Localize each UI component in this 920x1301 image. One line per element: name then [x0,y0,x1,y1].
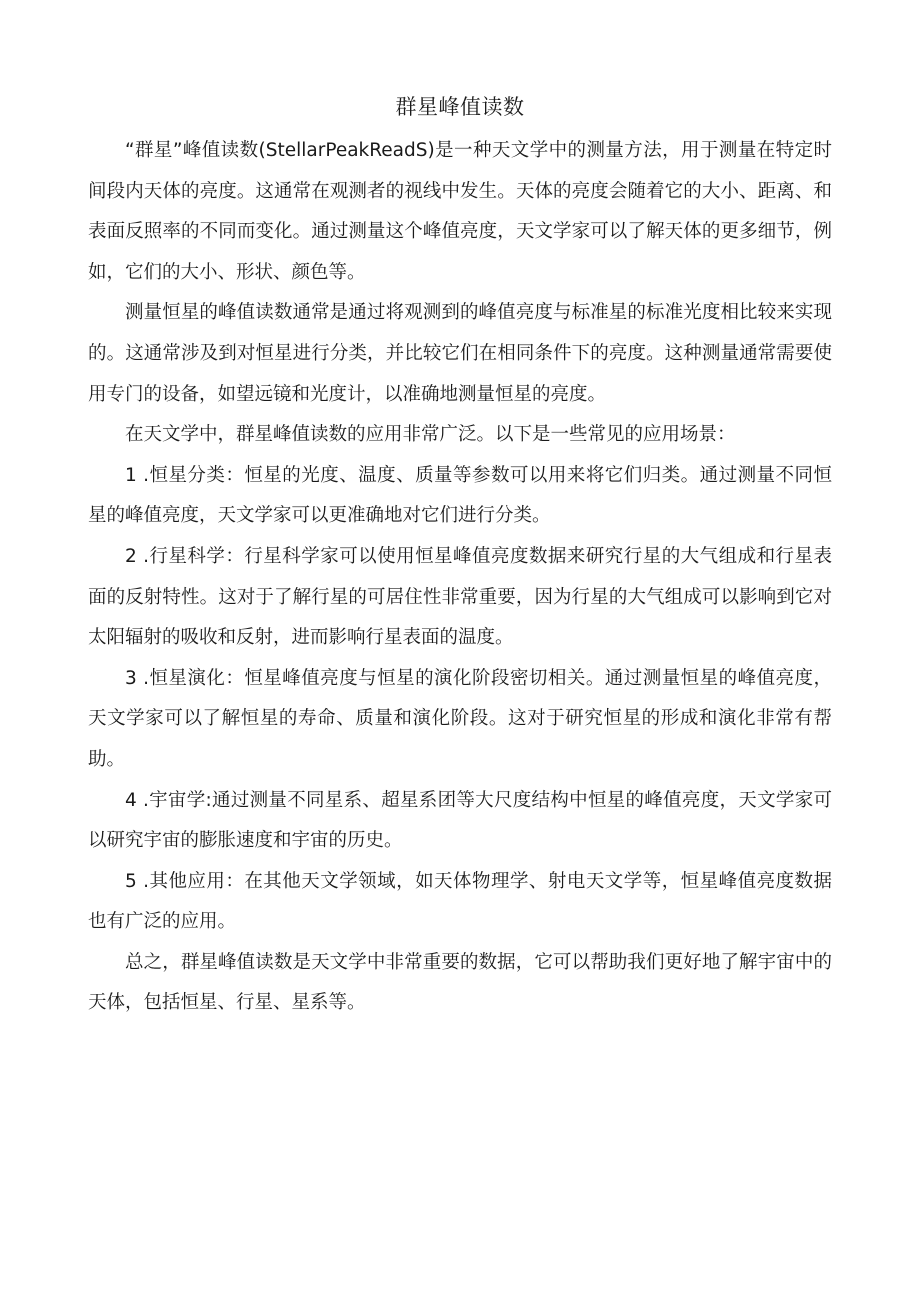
list-item-stellar-evolution: 3 .恒星演化：恒星峰值亮度与恒星的演化阶段密切相关。通过测量恒星的峰值亮度，天文学家可以了解恒星的寿命、质量和演化阶段。这对于研究恒星的形成和演化非常有帮助。 [88,667,832,770]
list-item-stellar-classification: 1 .恒星分类：恒星的光度、温度、质量等参数可以用来将它们归类。通过测量不同恒星的峰值亮度，天文学家可以更准确地对它们进行分类。 [88,464,832,527]
document-body [88,131,832,1024]
list-item-other-applications: 5 .其他应用：在其他天文学领域，如天体物理学、射电天文学等，恒星峰值亮度数据也有广泛的应用。 [88,870,832,933]
paragraph-measurement: 测量恒星的峰值读数通常是通过将观测到的峰值亮度与标准星的标准光度相比较来实现的。这通常涉及到对恒星进行分类，并比较它们在相同条件下的亮度。这种测量通常需要使用专门的设备，如望远镜和光度计，以准确地测量恒星的亮度。 [88,302,832,405]
paragraph-intro: “群星”峰值读数(StellarPeakReadS)是一种天文学中的测量方法，用于测量在特定时间段内天体的亮度。这通常在观测者的视线中发生。天体的亮度会随着它的大小、距离、和表面反照率的不同而变化。通过测量这个峰值亮度，天文学家可以了解天体的更多细节，例如，它们的大小、形状、颜色等。 [88,140,832,283]
list-item-planetary-science: 2 .行星科学：行星科学家可以使用恒星峰值亮度数据来研究行星的大气组成和行星表面的反射特性。这对于了解行星的可居住性非常重要，因为行星的大气组成可以影响到它对太阳辐射的吸收和反射，进而影响行星表面的温度。 [88,545,832,649]
list-item-cosmology: 4 .宇宙学:通过测量不同星系、超星系团等大尺度结构中恒星的峰值亮度，天文学家可以研究宇宙的膨胀速度和宇宙的历史。 [88,789,832,852]
paragraph-applications-intro: 在天文学中，群星峰值读数的应用非常广泛。以下是一些常见的应用场景： [125,424,736,446]
document-title: 群星峰值读数 [395,95,525,119]
paragraph-conclusion: 总之，群星峰值读数是天文学中非常重要的数据，它可以帮助我们更好地了解宇宙中的天体，包括恒星、行星、星系等。 [88,951,832,1014]
